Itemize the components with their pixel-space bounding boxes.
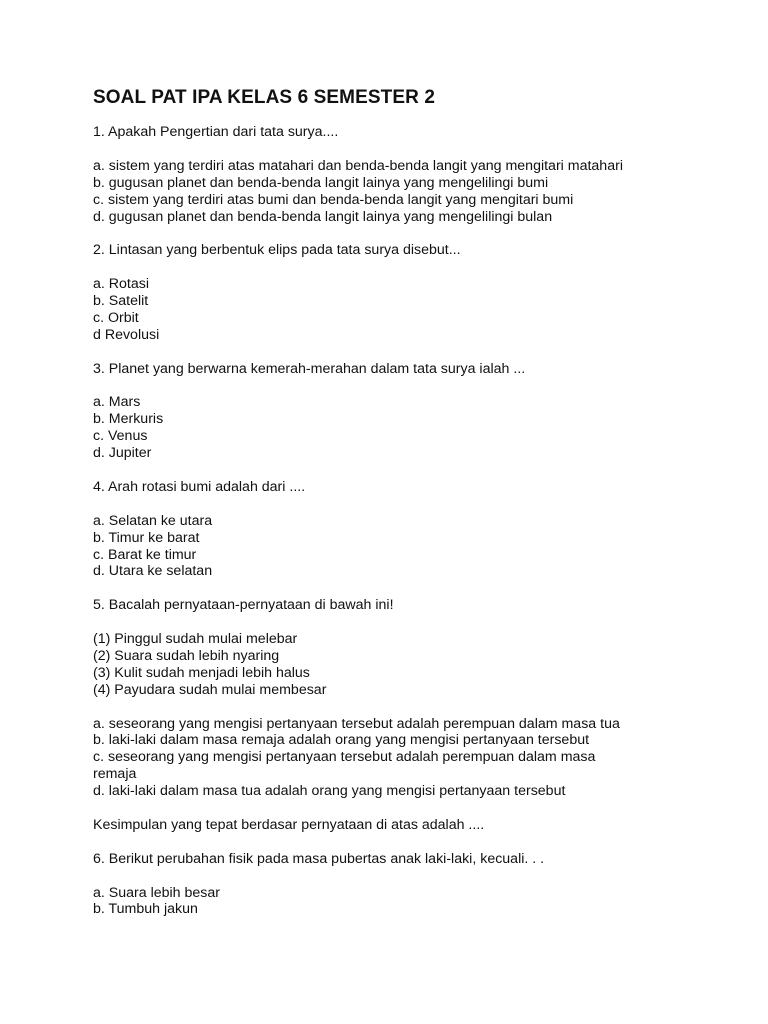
q6-option-b: b. Tumbuh jakun <box>93 901 198 918</box>
spacer <box>93 225 733 242</box>
q3-option-a: a. Mars <box>93 394 141 411</box>
q2-option-a: a. Rotasi <box>93 276 149 293</box>
spacer <box>93 580 733 597</box>
spacer <box>93 462 733 479</box>
q5-option-c: c. seseorang yang mengisi pertanyaan tersebut adalah perempuan dalam masa <box>93 749 596 766</box>
q1-option-c: c. sistem yang terdiri atas bumi dan benda-benda langit yang mengitari bumi <box>93 191 574 208</box>
q1-option-d: d. gugusan planet dan benda-benda langit lainya yang mengelilingi bulan <box>93 208 553 225</box>
spacer <box>93 614 733 631</box>
q3-option-d: d. Jupiter <box>93 445 152 462</box>
spacer <box>93 141 733 158</box>
q3-option-c: c. Venus <box>93 428 148 445</box>
question-2: 2. Lintasan yang berbentuk elips pada tata surya disebut... <box>93 242 461 259</box>
q2-option-b: b. Satelit <box>93 293 149 310</box>
q1-option-a: a. sistem yang terdiri atas matahari dan benda-benda langit yang mengitari matahari <box>93 157 623 174</box>
q4-option-b: b. Timur ke barat <box>93 529 200 546</box>
q5-statement-1: (1) Pinggul sudah mulai melebar <box>93 631 298 648</box>
document-page <box>93 86 733 918</box>
spacer <box>93 800 733 817</box>
spacer <box>93 259 733 276</box>
q5-option-a: a. seseorang yang mengisi pertanyaan tersebut adalah perempuan dalam masa tua <box>93 715 620 732</box>
q5-option-d: d. laki-laki dalam masa tua adalah orang yang mengisi pertanyaan tersebut <box>93 783 566 800</box>
question-5: 5. Bacalah pernyataan-pernyataan di bawah ini! <box>93 597 394 614</box>
q5-statement-3: (3) Kulit sudah menjadi lebih halus <box>93 664 310 681</box>
q4-option-d: d. Utara ke selatan <box>93 563 213 580</box>
q5-conclusion: Kesimpulan yang tepat berdasar pernyataan di atas adalah .... <box>93 816 485 833</box>
q5-option-b: b. laki-laki dalam masa remaja adalah orang yang mengisi pertanyaan tersebut <box>93 732 590 749</box>
q1-option-b: b. gugusan planet dan benda-benda langit lainya yang mengelilingi bumi <box>93 174 549 191</box>
q5-statement-4: (4) Payudara sudah mulai membesar <box>93 681 327 698</box>
spacer <box>93 344 733 361</box>
q3-option-b: b. Merkuris <box>93 411 164 428</box>
question-4: 4. Arah rotasi bumi adalah dari .... <box>93 478 306 495</box>
question-6: 6. Berikut perubahan fisik pada masa pubertas anak laki-laki, kecuali. . . <box>93 850 545 867</box>
spacer <box>93 378 733 395</box>
spacer <box>93 699 733 716</box>
question-1: 1. Apakah Pengertian dari tata surya.... <box>93 124 339 140</box>
spacer <box>93 496 733 513</box>
q4-option-a: a. Selatan ke utara <box>93 512 213 529</box>
spacer <box>93 868 733 885</box>
q6-option-a: a. Suara lebih besar <box>93 884 220 901</box>
q4-option-c: c. Barat ke timur <box>93 546 197 563</box>
q5-statement-2: (2) Suara sudah lebih nyaring <box>93 647 280 664</box>
q2-option-d: d Revolusi <box>93 326 160 343</box>
q2-option-c: c. Orbit <box>93 309 139 326</box>
document-title: SOAL PAT IPA KELAS 6 SEMESTER 2 <box>93 87 435 108</box>
spacer <box>93 834 733 851</box>
question-3: 3. Planet yang berwarna kemerah-merahan dalam tata surya ialah ... <box>93 360 526 377</box>
q5-option-c-continued: remaja <box>93 766 137 783</box>
